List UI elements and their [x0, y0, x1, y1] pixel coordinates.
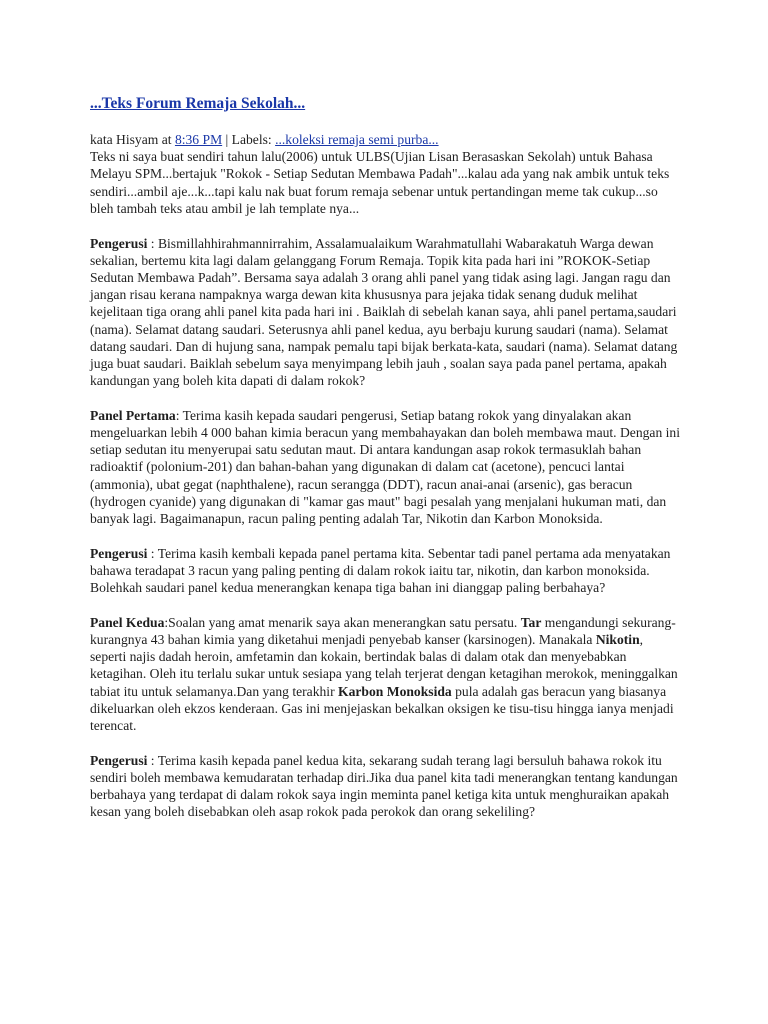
term-tar: Tar	[520, 614, 542, 630]
labels-prefix: | Labels:	[222, 132, 276, 147]
term-karbon-monoksida: Karbon Monoksida	[338, 683, 452, 699]
paragraph-panel-kedua	[90, 614, 680, 734]
speaker-separator: :	[147, 752, 158, 768]
paragraph-text: mengandungi sekurang-kurangnya 43 bahan kimia yang diketahui menjadi penyebab kanser (karsinogen). Manakala	[90, 614, 676, 648]
paragraph-pengerusi-3	[90, 752, 680, 821]
speaker-label: Pengerusi	[90, 235, 148, 251]
speaker-separator: :	[147, 235, 158, 251]
blog-post	[90, 94, 680, 838]
speaker-separator: :	[147, 545, 158, 561]
term-nikotin: Nikotin	[595, 632, 640, 648]
paragraph-text: Terima kasih kepada saudari pengerusi, Setiap batang rokok yang dinyalakan akan mengeluarkan lebih 4 000 bahan kimia beracun yang membahayakan dan boleh membawa maut. Dengan ini setiap sedutan itu menyerupai satu sedutan maut. Di antara kandungan asap rokok termasuklah bahan radioaktif (polonium-201) dan bahan-bahan yang digunakan di dalam cat (acetone), pencuci lantai (ammonia), ubat gegat (naphthalene), racun serangga (DDT), racun anai-anai (arsenic), gas beracun (hydrogen cyanide) yang digunakan di "kamar gas maut" bagi pesalah yang menjalani hukuman mati, dan banyak lagi. Bagaimanapun, racun paling penting adalah Tar, Nikotin dan Karbon Monoksida.	[90, 407, 680, 527]
paragraph-panel-pertama	[90, 407, 680, 527]
paragraph-text: pula adalah gas beracun yang biasanya dikeluarkan oleh ekzos kenderaan. Gas ini menjejaskan bekalkan oksigen ke tisu-tisu hingga ianya menjadi terencat.	[90, 683, 674, 734]
speaker-label: Panel Pertama	[90, 407, 176, 423]
post-meta	[90, 131, 680, 148]
paragraph-text: Terima kasih kembali kepada panel pertama kita. Sebentar tadi panel pertama ada menyatakan bahawa teradapat 3 racun yang paling penting di dalam rokok iaitu tar, nikotin, dan karbon monoksida. Bolehkah saudari panel kedua menerangkan kenapa tiga bahan ini dianggap paling berbahaya?	[90, 545, 671, 596]
paragraph-text: Bismillahhirahmannirrahim, Assalamualaikum Warahmatullahi Wabarakatuh Warga dewan sekalian, bertemu kita lagi dalam gelanggang Forum Remaja. Topik kita pada hari ini ”ROKOK-Setiap Sedutan Membawa Padah”. Bersama saya adalah 3 orang ahli panel yang tidak asing lagi. Jangan ragu dan jangan risau kerana nampaknya warga dewan kita khususnya para jejaka tidak senang duduk melihat kejelitaan tiga orang ahli panel kita pada hari ini . Baiklah di sebelah kanan saya, ahli panel pertama,saudari (nama). Selamat datang saudari. Seterusnya ahli panel kedua, ayu berbaju kurung saudari (nama). Selamat datang saudari. Dan di hujung sana, nampak pemalu tapi bijak berkata-kata, saudari (nama). Selamat datang juga buat saudari. Baiklah sebelum saya menyimpang lebih jauh , soalan saya pada panel pertama, apakah kandungan yang boleh kita dapati di dalam rokok?	[90, 235, 678, 389]
label-link[interactable]: ...koleksi remaja semi purba...	[275, 132, 439, 147]
speaker-label: Pengerusi	[90, 752, 148, 768]
post-time-link[interactable]: 8:36 PM	[174, 132, 223, 147]
paragraph-pengerusi-2	[90, 545, 680, 597]
intro-paragraph: Teks ni saya buat sendiri tahun lalu(2006) untuk ULBS(Ujian Lisan Berasaskan Sekolah) untuk Bahasa Melayu SPM...bertajuk "Rokok - Setiap Sedutan Membawa Padah"...kalau ada yang nak ambik untuk teks sendiri...ambil aje...k...tapi kalu nak buat forum remaja sebenar untuk pertandingan meme tak cukup...so bleh tambah teks atau ambil je lah template nya...	[90, 149, 670, 216]
paragraph-pengerusi-1	[90, 235, 680, 390]
speaker-separator: :	[175, 407, 183, 423]
paragraph-text: , seperti najis dadah heroin, amfetamin dan kokain, bertindak balas di dalam otak dan menyebabkan ketagihan. Oleh itu terlalu sukar untuk sesiapa yang telah terjerat dengan ketagihan merokok, meninggalkan tabiat itu untuk selamanya.Dan yang terakhir	[90, 632, 678, 699]
speaker-label: Panel Kedua	[90, 614, 165, 630]
paragraph-text: :Soalan yang amat menarik saya akan menerangkan satu persatu.	[164, 614, 521, 630]
speaker-label: Pengerusi	[90, 545, 148, 561]
post-title[interactable]: ...Teks Forum Remaja Sekolah...	[90, 95, 306, 112]
post-author: kata Hisyam at	[90, 132, 175, 147]
paragraph-text: Terima kasih kepada panel kedua kita, sekarang sudah terang lagi bersuluh bahawa rokok itu sendiri boleh membawa kemudaratan terhadap diri.Jika dua panel kita tadi menerangkan tentang kandungan berbahaya yang terdapat di dalam rokok saya ingin meminta panel ketiga kita untuk menghuraikan apakah kesan yang boleh disebabkan oleh asap rokok pada perokok dan orang sekeliling?	[90, 752, 678, 820]
